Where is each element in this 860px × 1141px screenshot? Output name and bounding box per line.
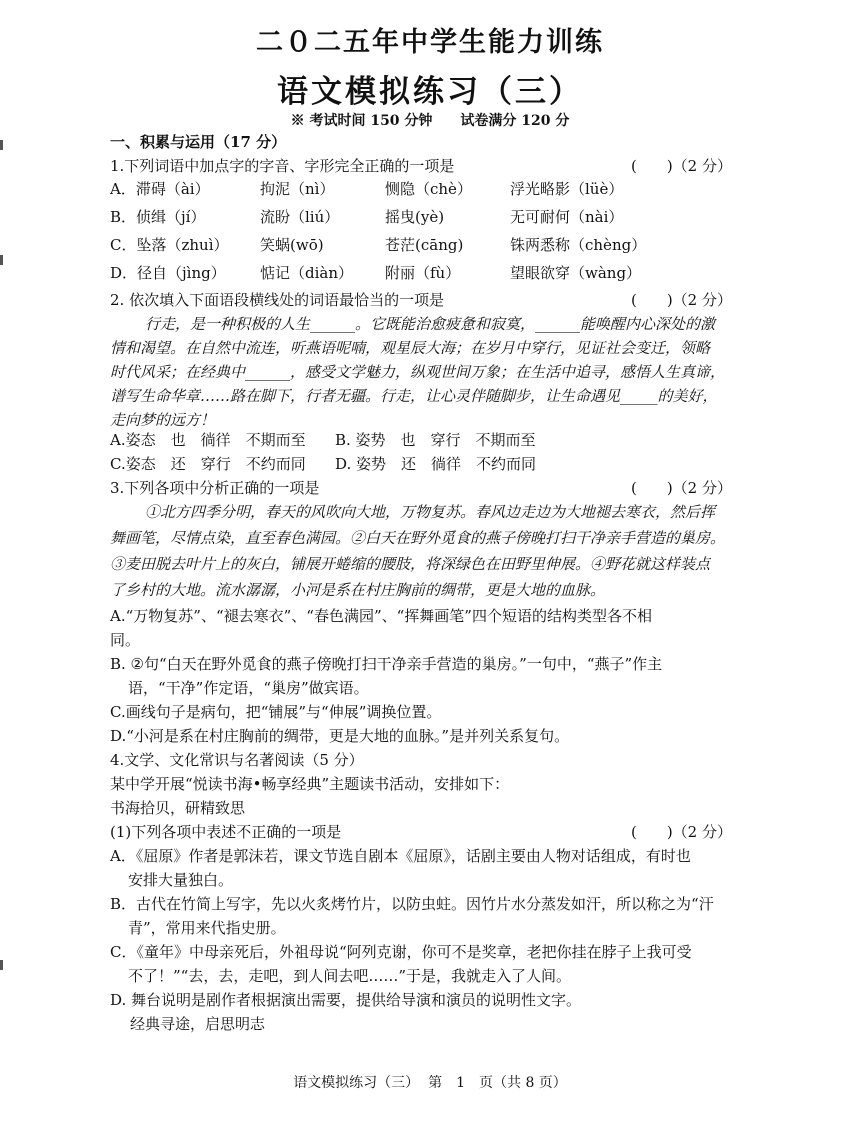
q1-option-d3: 附丽（fù） (385, 264, 461, 282)
q2-option-b: B. 姿势 也 穿行 不期而至 (335, 431, 536, 449)
q4-intro: 某中学开展“悦读书海•畅享经典”主题读书活动，安排如下： (110, 775, 510, 793)
q4-option-a: A．《屈原》作者是郭沫若，课文节选自剧本《屈原》，话剧主要由人物对话组成，有时也 (110, 847, 691, 865)
q1-option-a2: 拘泥（nì） (260, 180, 335, 198)
q3-option-c: C.画线句子是病句，把“铺展”与“伸展”调换位置。 (110, 703, 442, 721)
q1-option-c4: 铢两悉称（chèng） (510, 236, 647, 254)
q2-option-c: C.姿态 还 穿行 不约而同 (110, 455, 306, 473)
q2-score: ( )（2 分） (630, 291, 732, 309)
q4-option-d: D. 舞台说明是剧作者根据演出需要，提供给导演和演员的说明性文字。 (110, 991, 582, 1009)
q3-option-a: A.“万物复苏”、“褪去寒衣”、“春色满园”、“挥舞画笔”四个短语的结构类型各不相 (110, 607, 652, 625)
q1-option-d2: 惦记（diàn） (260, 264, 354, 282)
q2-option-d: D. 姿势 还 徜徉 不约而同 (335, 455, 537, 473)
q4-sub1-stem: (1)下列各项中表述不正确的一项是 (110, 823, 342, 841)
q1-stem: 1.下列词语中加点字的字音、字形完全正确的一项是 (110, 157, 455, 175)
q4-option-b: B．古代在竹简上写字，先以火炙烤竹片，以防虫蛀。因竹片水分蒸发如汗，所以称之为“汗 (110, 895, 714, 913)
q1-option-b3: 摇曳(yè) (385, 208, 445, 226)
q2-passage-line: 行走，是一种积极的人生______。它既能治愈疲惫和寂寞，______能唤醒内心深处的激 (145, 315, 716, 333)
q4-option-c: C．《童年》中母亲死后，外祖母说“阿列克谢，你可不是奖章，老把你挂在脖子上我可受 (110, 943, 692, 961)
q1-option-a4: 浮光略影（lüè） (510, 180, 624, 198)
exam-subtitle: 语文模拟练习（三） (277, 74, 583, 110)
q4-stem: 4.文学、文化常识与名著阅读（5 分） (110, 751, 364, 769)
q1-option-b1: B．侦缉（jí） (110, 208, 206, 226)
q4-next-heading: 经典寻途，启思明志 (130, 1015, 266, 1033)
q2-passage-line: 走向梦的远方！ (110, 411, 216, 429)
q3-option-b: B. ②句“白天在野外觅食的燕子傍晚打扫干净亲手营造的巢房。”一句中，“燕子”作主 (110, 655, 663, 673)
q3-option-d: D.“小河是系在村庄胸前的绸带，更是大地的血脉。”是并列关系复句。 (110, 727, 570, 745)
page-footer: 语文模拟练习（三） 第 1 页（共 8 页） (293, 1075, 567, 1091)
q1-option-b4: 无可耐何（nài） (510, 208, 624, 226)
q3-passage-line: 舞画笔，尽情点染，直至春色满园。②白天在野外觅食的燕子傍晚打扫干净亲手营造的巢房。 (110, 529, 726, 547)
scan-mark (0, 960, 3, 970)
q1-option-c1: C．坠落（zhuì） (110, 236, 229, 254)
q1-option-a3: 恻隐（chè） (385, 180, 472, 198)
scan-mark (0, 140, 3, 150)
q3-score: ( )（2 分） (630, 479, 732, 497)
q1-option-a1: A．滞碍（ài） (110, 180, 210, 198)
q1-score: ( )（2 分） (630, 157, 732, 175)
q2-passage-line: 时代风采；在经典中______，感受文学魅力，纵观世间万象；在生活中追寻，感悟人生真谛， (110, 363, 726, 381)
q2-passage-line: 情和渴望。在自然中流连，听燕语呢喃，观星辰大海；在岁月中穿行，见证社会变迁，领略 (110, 339, 711, 357)
q3-option-b-cont: 语，“干净”作定语，“巢房”做宾语。 (128, 679, 369, 697)
q3-option-a-cont: 同。 (110, 631, 141, 649)
exam-info: ※ 考试时间 150 分钟 试卷满分 120 分 (290, 113, 570, 129)
q1-option-d1: D．径自（jìng） (110, 264, 226, 282)
q1-option-d4: 望眼欲穿（wàng） (510, 264, 642, 282)
q3-stem: 3.下列各项中分析正确的一项是 (110, 479, 320, 497)
q4-option-b-cont: 青”，常用来代指史册。 (128, 919, 286, 937)
q1-option-b2: 流盼（liú） (260, 208, 340, 226)
q2-option-a: A.姿态 也 徜徉 不期而至 (110, 431, 306, 449)
q2-stem: 2. 依次填入下面语段横线处的词语最恰当的一项是 (110, 291, 445, 309)
q1-option-c3: 苍茫(cāng) (385, 236, 464, 254)
q2-passage-line: 谱写生命华章……路在脚下，行者无疆。行走，让心灵伴随脚步，让生命遇见_____的美好， (110, 387, 718, 405)
q1-option-c2: 笑蜗(wō) (260, 236, 324, 254)
exam-title: 二０二五年中学生能力训练 (256, 27, 604, 58)
q4-option-a-cont: 安排大量独白。 (128, 871, 234, 889)
q3-passage-line: 了乡村的大地。流水潺潺，小河是系在村庄胸前的绸带，更是大地的血脉。 (110, 581, 606, 599)
q3-passage-line: ①北方四季分明，春天的风吹向大地，万物复苏。春风边走边为大地褪去寒衣，然后挥 (145, 503, 716, 521)
q3-passage-line: ③麦田脱去叶片上的灰白，铺展开蜷缩的腰肢，将深绿色在田野里伸展。④野花就这样装点 (110, 555, 711, 573)
section-heading: 一、积累与运用（17 分） (110, 133, 287, 151)
q4-sub1-score: ( )（2 分） (630, 823, 732, 841)
q4-sub-heading: 书海拾贝，研精致思 (110, 799, 246, 817)
q4-option-c-cont: 不了！”“去，去，走吧，到人间去吧……”于是，我就走入了人间。 (128, 967, 572, 985)
scan-mark (0, 255, 3, 265)
